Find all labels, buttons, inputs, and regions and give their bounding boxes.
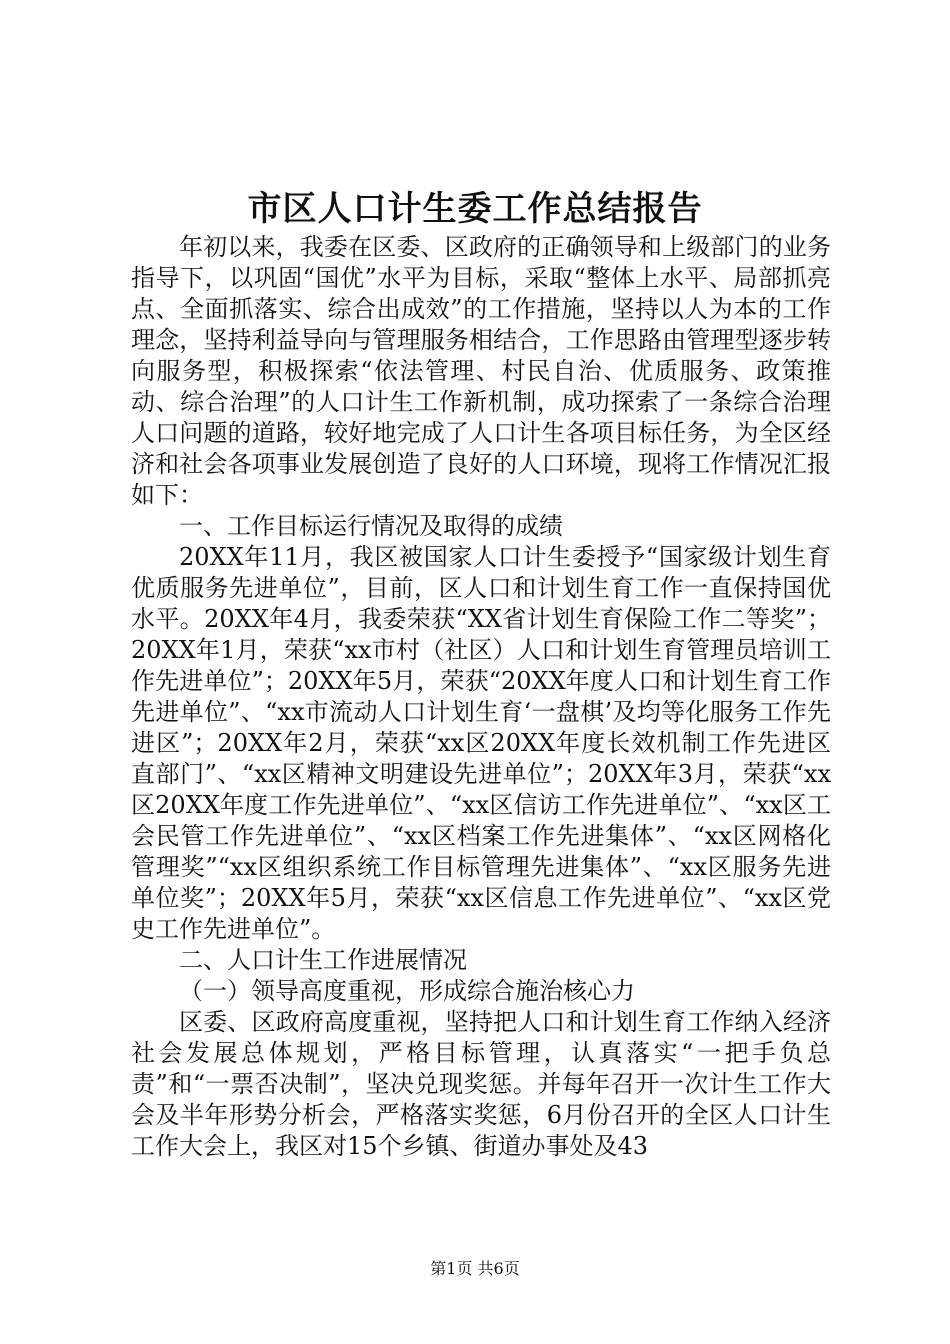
document-title: 市区人口计生委工作总结报告 [247, 189, 703, 229]
document-body [131, 232, 831, 1162]
paragraph-leadership: 区委、区政府高度重视，坚持把人口和计划生育工作纳入经济社会发展总体规划，严格目标管理，认真落实“一把手负总责”和“一票否决制”，坚决兑现奖惩。并每年召开一次计生工作大会及半年形势分析会，严格落实奖惩，6月份召开的全区人口计生工作大会上，我区对15个乡镇、街道办事处及43 [131, 1008, 831, 1160]
section-heading-1: 一、工作目标运行情况及取得的成绩 [179, 512, 563, 540]
paragraph-intro: 年初以来，我委在区委、区政府的正确领导和上级部门的业务指导下，以巩固“国优”水平为目标，采取“整体上水平、局部抓亮点、全面抓落实、综合出成效”的工作措施，坚持以人为本的工作理念，坚持利益导向与管理服务相结合，工作思路由管理型逐步转向服务型，积极探索“依法管理、村民自治、优质服务、政策推动、综合治理”的人口计生工作新机制，成功探索了一条综合治理人口问题的道路，较好地完成了人口计生各项目标任务，为全区经济和社会各项事业发展创造了良好的人口环境，现将工作情况汇报如下： [131, 233, 831, 509]
section-heading-2: 二、人口计生工作进展情况 [179, 946, 467, 974]
subsection-heading-1: （一）领导高度重视，形成综合施治核心力 [179, 977, 635, 1005]
paragraph-achievements: 20XX年11月，我区被国家人口计生委授予“国家级计划生育优质服务先进单位”，目前，区人口和计划生育工作一直保持国优水平。20XX年4月，我委荣获“XX省计划生育保险工作二等奖”；20XX年1月，荣获“xx市村（社区）人口和计划生育管理员培训工作先进单位”；20XX年5月，荣获“20XX年度人口和计划生育工作先进单位”、“xx市流动人口计划生育‘一盘棋’及均等化服务工作先进区”；20XX年2月，荣获“xx区20XX年度长效机制工作先进区直部门”、“xx区精神文明建设先进单位”；20XX年3月，荣获“xx区20XX年度工作先进单位”、“xx区信访工作先进单位”、“xx区工会民管工作先进单位”、“xx区档案工作先进集体”、“xx区网格化管理奖”“xx区组织系统工作目标管理先进集体”、“xx区服务先进单位奖”；20XX年5月，荣获“xx区信息工作先进单位”、“xx区党史工作先进单位”。 [131, 543, 831, 943]
page-footer: 第1页 共6页 [430, 1259, 520, 1278]
